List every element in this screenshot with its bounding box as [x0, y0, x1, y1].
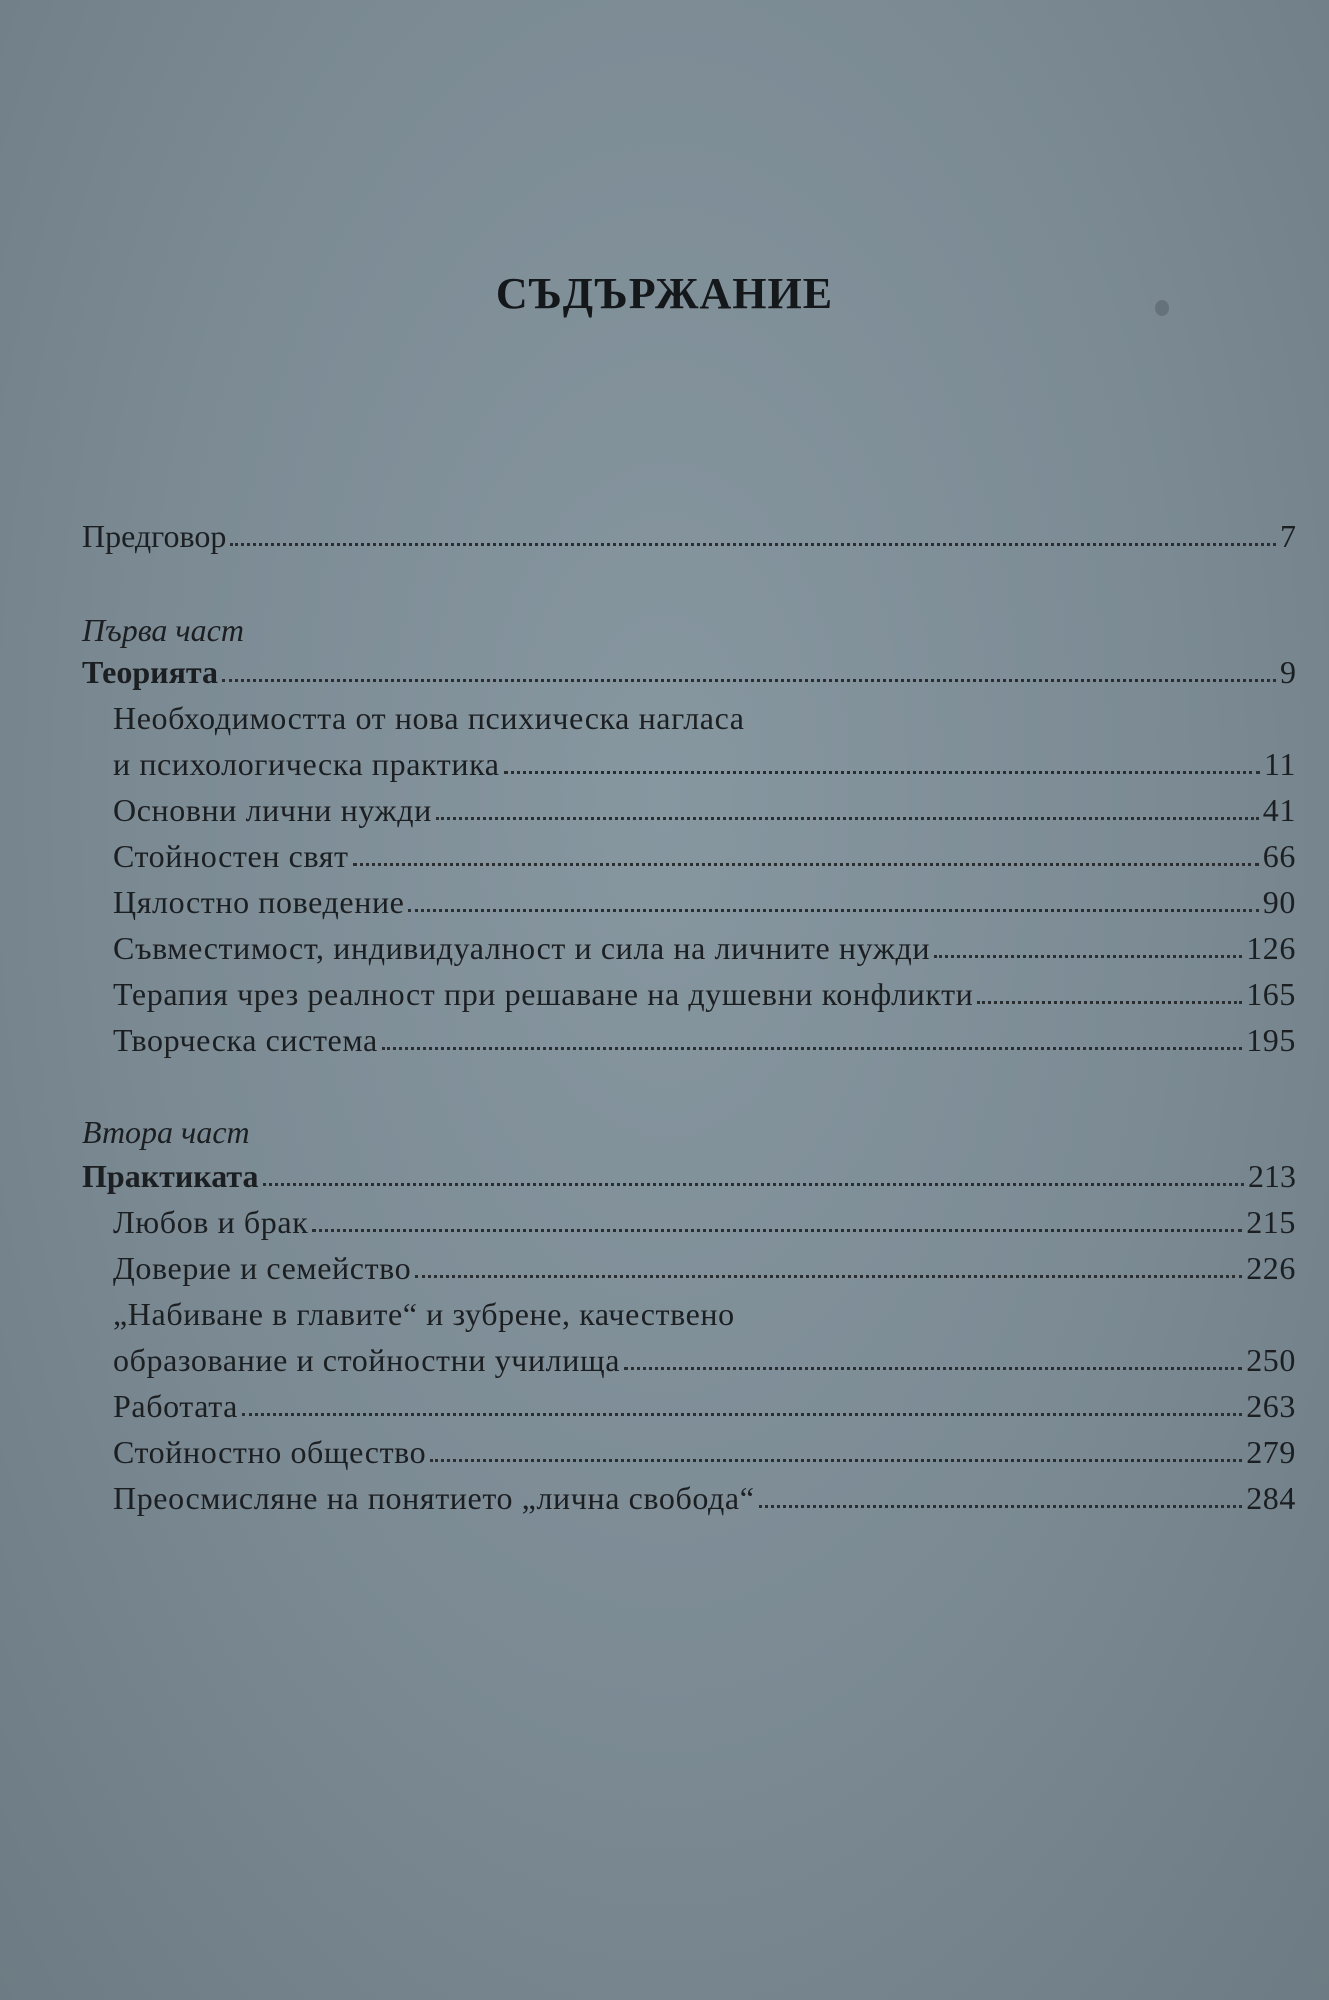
leader-dots	[408, 909, 1258, 912]
part-label-1: Първа част	[82, 612, 244, 648]
toc-entry	[113, 1386, 1296, 1426]
toc-page-number: 215	[1246, 1204, 1296, 1240]
toc-entry-label: Цялостно поведение	[113, 884, 405, 920]
leader-dots	[759, 1505, 1243, 1508]
toc-entry-label: Любов и брак	[113, 1204, 309, 1240]
toc-page-number: 250	[1246, 1342, 1296, 1378]
toc-entry	[113, 974, 1296, 1014]
leader-dots	[504, 771, 1260, 774]
leader-dots	[222, 679, 1276, 682]
toc-entry-label: образование и стойностни училища	[113, 1342, 621, 1378]
toc-entry	[113, 790, 1296, 830]
toc-page-number: 126	[1246, 930, 1296, 966]
leader-dots	[312, 1229, 1242, 1232]
toc-entry-label: Творческа система	[113, 1022, 378, 1058]
toc-entry-label: и психологическа практика	[113, 746, 500, 782]
toc-entry	[113, 928, 1296, 968]
toc-entry-label: Стойностен свят	[113, 838, 349, 874]
toc-entry-label: Стойностно общество	[113, 1434, 427, 1470]
toc-entry	[113, 1248, 1296, 1288]
toc-page-number: 284	[1246, 1480, 1296, 1516]
toc-entry-line1: Необходимостта от нова психическа нагласа	[113, 700, 745, 736]
leader-dots	[934, 955, 1242, 958]
toc-entry-label: Терапия чрез реалност при решаване на душевни конфликти	[113, 976, 974, 1012]
leader-dots	[415, 1275, 1242, 1278]
leader-dots	[263, 1183, 1244, 1186]
leader-dots	[353, 863, 1259, 866]
toc-entry	[113, 1478, 1296, 1518]
toc-entry-label: Работата	[113, 1388, 238, 1424]
toc-entry	[113, 1340, 1296, 1380]
part-label-2: Втора част	[82, 1114, 250, 1150]
toc-page-number: 195	[1246, 1022, 1296, 1058]
toc-entry	[113, 836, 1296, 876]
toc-page-number: 165	[1246, 976, 1296, 1012]
toc-entry	[113, 1202, 1296, 1242]
toc-page-number: 7	[1280, 518, 1296, 554]
toc-page-number: 213	[1248, 1158, 1296, 1194]
toc-heading-practice	[82, 1156, 1296, 1196]
toc-entry	[113, 744, 1296, 784]
leader-dots	[624, 1367, 1242, 1370]
toc-entry-label: Основни лични нужди	[113, 792, 432, 828]
toc-entry	[113, 1432, 1296, 1472]
toc-page-number: 66	[1262, 838, 1296, 874]
leader-dots	[230, 543, 1276, 546]
toc-heading-theory	[82, 652, 1296, 692]
toc-page-number: 9	[1280, 654, 1296, 690]
page-title: СЪДЪРЖАНИЕ	[495, 269, 834, 318]
toc-page-number: 226	[1246, 1250, 1296, 1286]
leader-dots	[430, 1459, 1242, 1462]
toc-entry-label: Предговор	[82, 518, 227, 554]
toc-page-number: 90	[1262, 884, 1296, 920]
toc-entry-label: Преосмисляне на понятието „лична свобода“	[113, 1480, 755, 1516]
toc-entry-label: Доверие и семейство	[113, 1250, 412, 1286]
toc-entry	[113, 882, 1296, 922]
toc-entry-label: Теорията	[82, 654, 218, 690]
toc-entry-label: Съвместимост, индивидуалност и сила на личните нужди	[113, 930, 931, 966]
toc-entry	[113, 1020, 1296, 1060]
toc-page-number: 41	[1262, 792, 1296, 828]
leader-dots	[382, 1047, 1242, 1050]
toc-page-number: 279	[1246, 1434, 1296, 1470]
toc-entry-preface	[82, 516, 1296, 556]
leader-dots	[436, 817, 1259, 820]
leader-dots	[242, 1413, 1242, 1416]
toc-page-number: 263	[1246, 1388, 1296, 1424]
toc-entry-line1: „Набиване в главите“ и зубрене, качествено	[113, 1296, 735, 1332]
leader-dots	[977, 1001, 1242, 1004]
toc-entry-label: Практиката	[82, 1158, 259, 1194]
toc-page-number: 11	[1263, 746, 1296, 782]
